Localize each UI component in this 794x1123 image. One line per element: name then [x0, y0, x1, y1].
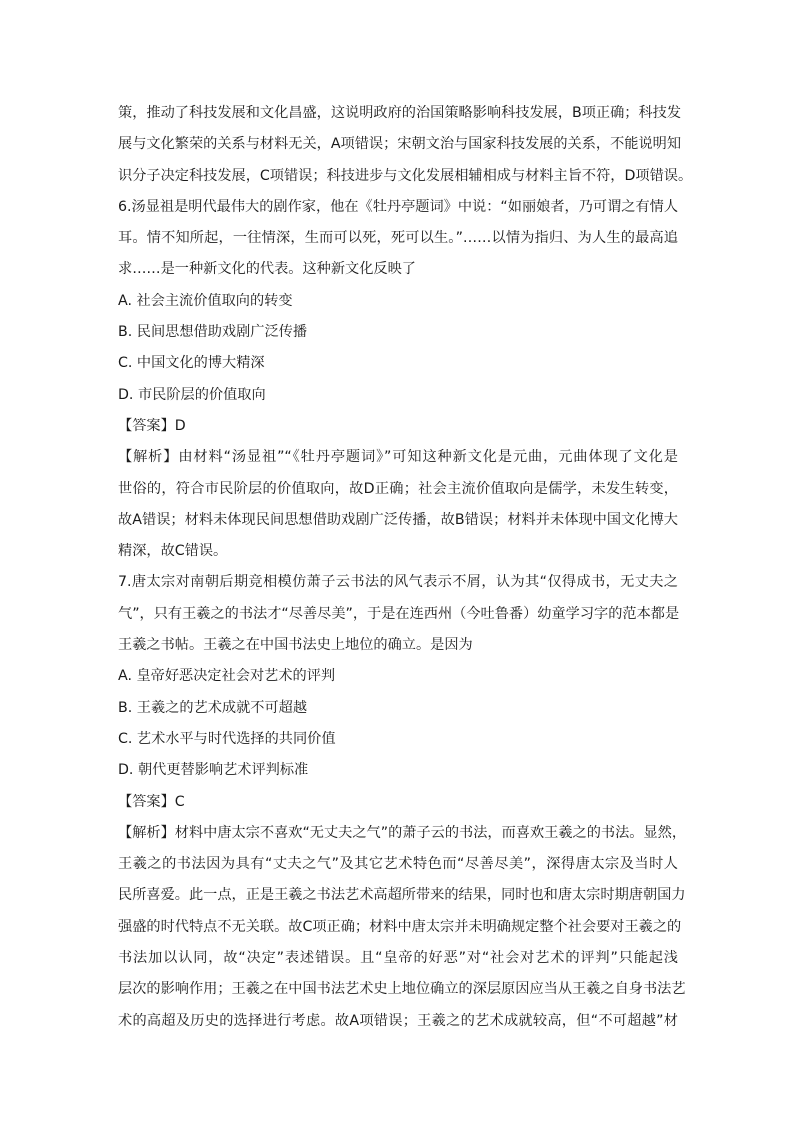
- text-line: 王羲之书帖。王羲之在中国书法史上地位的确立。是因为: [118, 637, 473, 654]
- text-line: 王羲之的书法因为具有“丈夫之气”及其它艺术特色而“尽善尽美”，深得唐太宗及当时人: [118, 856, 678, 873]
- previous-analysis-paragraph: [118, 98, 693, 192]
- question-7-analysis: [118, 818, 687, 1037]
- text-line: 识分子决定科技发展，C项错误；科技进步与文化发展相辅相成与材料主旨不符，D项错误。: [118, 167, 693, 184]
- text-line: 世俗的，符合市民阶层的价值取向，故D正确；社会主流价值取向是儒学，未发生转变，: [118, 480, 678, 497]
- question-6-analysis: [118, 442, 678, 567]
- text-line: 7.唐太宗对南朝后期竞相模仿萧子云书法的风气表示不屑，认为其“仅得成书，无丈夫之: [118, 574, 678, 591]
- text-line: 【解析】由材料“汤显祖”“《牡丹亭题词》”可知这种新文化是元曲，元曲体现了文化是: [118, 449, 678, 466]
- option-c: C. 中国文化的博大精深: [118, 355, 265, 372]
- option-a: A. 皇帝好恶决定社会对艺术的评判: [118, 668, 336, 685]
- question-6-answer: 【答案】D: [118, 417, 186, 434]
- text-line: 策，推动了科技发展和文化昌盛，这说明政府的治国策略影响科技发展，B项正确；科技发: [118, 105, 682, 121]
- question-6-options: [118, 286, 678, 411]
- option-b: B. 民间思想借助戏剧广泛传播: [118, 324, 308, 341]
- text-line: 【解析】材料中唐太宗不喜欢“无丈夫之气”的萧子云的书法，而喜欢王羲之的书法。显然，: [118, 824, 687, 841]
- question-7-stem: [118, 567, 678, 661]
- text-line: 故A错误；材料未体现民间思想借助戏剧广泛传播，故B错误；材料并未体现中国文化博大: [118, 511, 678, 528]
- question-7: [118, 567, 687, 1036]
- text-line: 强盛的时代特点不无关联。故C项正确；材料中唐太宗并未明确规定整个社会要对王羲之的: [118, 918, 682, 935]
- text-line: 层次的影响作用；王羲之在中国书法艺术史上地位确立的深层原因应当从王羲之自身书法艺: [118, 981, 686, 998]
- option-b: B. 王羲之的艺术成就不可超越: [118, 699, 308, 716]
- option-d: D. 朝代更替影响艺术评判标准: [118, 762, 309, 779]
- document-page: [118, 98, 693, 1037]
- option-d: D. 市民阶层的价值取向: [118, 386, 266, 403]
- option-c: C. 艺术水平与时代选择的共同价值: [118, 730, 336, 747]
- text-line: 术的高超及历史的选择进行考虑。故A项错误；王羲之的艺术成就较高，但“不可超越”材: [118, 1012, 678, 1029]
- text-line: 展与文化繁荣的关系与材料无关，A项错误；宋朝文治与国家科技发展的关系，不能说明知: [118, 136, 682, 153]
- text-line: 求……是一种新文化的代表。这种新文化反映了: [118, 261, 416, 278]
- text-line: 精深，故C错误。: [118, 543, 228, 560]
- text-line: 耳。情不知所起，一往情深，生而可以死，死可以生。”……以情为指归、为人生的最高追: [118, 230, 678, 247]
- text-line: 民所喜爱。此一点，正是王羲之书法艺术高超所带来的结果，同时也和唐太宗时期唐朝国力: [118, 887, 686, 904]
- question-6-stem: [118, 192, 678, 286]
- text-line: 6.汤显祖是明代最伟大的剧作家，他在《牡丹亭题词》中说：“如丽娘者，乃可谓之有情人: [118, 198, 679, 215]
- question-7-answer: 【答案】C: [118, 793, 185, 810]
- option-a: A. 社会主流价值取向的转变: [118, 292, 293, 309]
- question-7-options: [118, 661, 678, 786]
- text-line: 气”，只有王羲之的书法才“尽善尽美”，于是在连西州（今吐鲁番）幼童学习字的范本都是: [118, 605, 680, 622]
- text-line: 书法加以认同，故“决定”表述错误。且“皇帝的好恶”对“社会对艺术的评判”只能起浅: [118, 950, 678, 967]
- question-6: [118, 192, 678, 568]
